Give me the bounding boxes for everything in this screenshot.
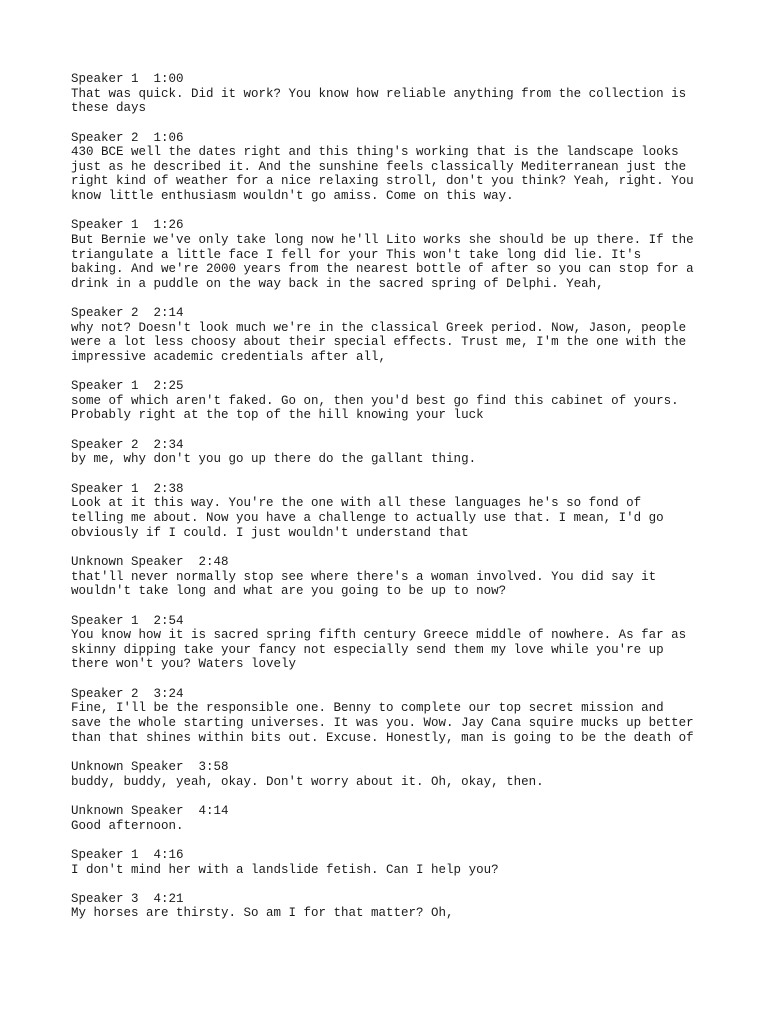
transcript-entry bbox=[71, 687, 711, 745]
speaker-header bbox=[71, 848, 711, 863]
speaker-name: Unknown Speaker bbox=[71, 803, 184, 818]
utterance-text: that'll never normally stop see where there's a woman involved. You did say it wouldn't take long and what are you going to be up to now? bbox=[71, 569, 657, 599]
speaker-name: Speaker 1 bbox=[71, 72, 139, 86]
utterance-text: some of which aren't faked. Go on, then you'd best go find this cabinet of yours. Probably right at the top of the hill knowing your luck bbox=[71, 393, 679, 423]
timestamp: 1:06 bbox=[153, 130, 184, 145]
transcript-entry bbox=[71, 482, 711, 540]
transcript-entry bbox=[71, 760, 711, 789]
speaker-name: Speaker 1 bbox=[71, 847, 139, 862]
utterance-text: by me, why don't you go up there do the gallant thing. bbox=[71, 452, 477, 467]
timestamp: 1:26 bbox=[153, 218, 184, 233]
transcript-entry bbox=[71, 131, 711, 204]
utterance-text: 430 BCE well the dates right and this thing's working that is the landscape looks just as he described it. And the sunshine feels classically Mediterranean just the right kind of weather for a nice relaxing stroll, don't you think? Yeah, right. You know little enthusiasm wouldn't go amiss. Come on this way. bbox=[71, 145, 694, 203]
transcript-entry bbox=[71, 72, 711, 116]
timestamp: 2:54 bbox=[153, 613, 184, 628]
timestamp: 2:25 bbox=[153, 379, 184, 394]
speaker-header bbox=[71, 306, 711, 321]
speaker-header bbox=[71, 687, 711, 702]
speaker-header bbox=[71, 131, 711, 146]
utterance-text: My horses are thirsty. So am I for that matter? Oh, bbox=[71, 906, 454, 921]
transcript-entry bbox=[71, 892, 711, 921]
utterance-text: That was quick. Did it work? You know how reliable anything from the collection is these days bbox=[71, 86, 687, 116]
utterance-text: Look at it this way. You're the one with all these languages he's so fond of telling me about. Now you have a challenge to actually use that. I mean, I'd go obviously if I could. I just wouldn't understand that bbox=[71, 496, 664, 540]
timestamp: 2:38 bbox=[153, 481, 184, 496]
speaker-name: Speaker 2 bbox=[71, 686, 139, 701]
speaker-header bbox=[71, 555, 711, 570]
timestamp: 3:24 bbox=[153, 686, 184, 701]
transcript-entry bbox=[71, 555, 711, 599]
speaker-header bbox=[71, 760, 711, 775]
speaker-name: Speaker 1 bbox=[71, 218, 139, 233]
speaker-header bbox=[71, 218, 711, 233]
speaker-name: Speaker 1 bbox=[71, 481, 139, 496]
transcript-entry bbox=[71, 438, 711, 467]
utterance-text: You know how it is sacred spring fifth century Greece middle of nowhere. As far as skinny dipping take your fancy not especially send them my love while you're up there won't you? Waters lovely bbox=[71, 628, 687, 672]
speaker-name: Unknown Speaker bbox=[71, 555, 184, 570]
transcript-entry bbox=[71, 804, 711, 833]
utterance-text: But Bernie we've only take long now he'll Lito works she should be up there. If the triangulate a little face I fell for your This won't take long did lie. It's baking. And we're 2000 years from the nearest bottle of after so you can stop for a drink in a puddle on the way back in the sacred spring of Delphi. Yeah, bbox=[71, 232, 694, 291]
speaker-name: Speaker 1 bbox=[71, 613, 139, 628]
utterance-text: why not? Doesn't look much we're in the classical Greek period. Now, Jason, people were a lot less choosy about their special effects. Trust me, I'm the one with the impressive academic credentials after all, bbox=[71, 320, 687, 364]
speaker-name: Speaker 2 bbox=[71, 306, 139, 321]
speaker-header bbox=[71, 804, 711, 819]
speaker-name: Speaker 3 bbox=[71, 891, 139, 906]
transcript-entry bbox=[71, 379, 711, 423]
utterance-text: Fine, I'll be the responsible one. Benny to complete our top secret mission and save the whole starting universes. It was you. Wow. Jay Cana squire mucks up better than that shines within bits out. Excuse. Honestly, man is going to be the death of bbox=[71, 701, 694, 745]
speaker-header bbox=[71, 72, 711, 87]
timestamp: 2:14 bbox=[153, 306, 184, 321]
timestamp: 4:14 bbox=[198, 803, 229, 818]
speaker-name: Speaker 1 bbox=[71, 379, 139, 394]
speaker-header bbox=[71, 892, 711, 907]
speaker-header bbox=[71, 379, 711, 394]
speaker-name: Speaker 2 bbox=[71, 437, 139, 452]
timestamp: 2:48 bbox=[198, 555, 229, 570]
speaker-header bbox=[71, 614, 711, 629]
transcript-entry bbox=[71, 848, 711, 877]
utterance-text: I don't mind her with a landslide fetish. Can I help you? bbox=[71, 862, 499, 877]
utterance-text: Good afternoon. bbox=[71, 818, 184, 833]
timestamp: 1:00 bbox=[153, 72, 184, 86]
transcript-entry bbox=[71, 614, 711, 672]
transcript-entry bbox=[71, 306, 711, 364]
utterance-text: buddy, buddy, yeah, okay. Don't worry about it. Oh, okay, then. bbox=[71, 774, 544, 789]
timestamp: 4:16 bbox=[153, 847, 184, 862]
timestamp: 2:34 bbox=[153, 437, 184, 452]
speaker-header bbox=[71, 482, 711, 497]
speaker-header bbox=[71, 438, 711, 453]
transcript-entry bbox=[71, 218, 711, 291]
speaker-name: Speaker 2 bbox=[71, 130, 139, 145]
speaker-name: Unknown Speaker bbox=[71, 759, 184, 774]
transcript-page bbox=[71, 72, 711, 936]
timestamp: 3:58 bbox=[198, 759, 229, 774]
timestamp: 4:21 bbox=[153, 891, 184, 906]
